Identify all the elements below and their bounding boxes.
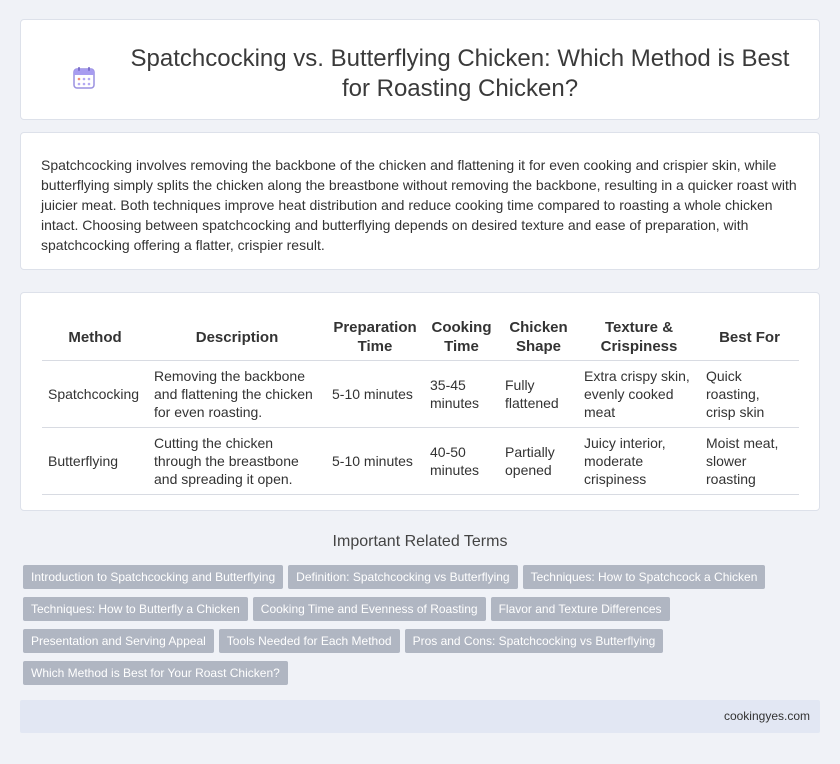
table-cell: 5-10 minutes	[326, 428, 424, 495]
related-term-tag[interactable]: Pros and Cons: Spatchcocking vs Butterflying	[405, 629, 664, 653]
related-term-tag[interactable]: Techniques: How to Butterfly a Chicken	[23, 597, 248, 621]
table-cell: 40-50 minutes	[424, 428, 499, 495]
table-cell: Spatchcocking	[42, 361, 148, 428]
table-row	[42, 428, 799, 495]
footer	[20, 700, 820, 733]
related-term-tag[interactable]: Definition: Spatchcocking vs Butterflying	[288, 565, 517, 589]
table-cell: Partially opened	[499, 428, 578, 495]
related-term-tag[interactable]: Presentation and Serving Appeal	[23, 629, 214, 653]
table-cell: Cutting the chicken through the breastbone and spreading it open.	[148, 428, 326, 495]
comparison-table	[42, 314, 799, 495]
column-header: Cooking Time	[424, 314, 499, 361]
table-cell: 35-45 minutes	[424, 361, 499, 428]
related-term-tag[interactable]: Introduction to Spatchcocking and Butterflying	[23, 565, 283, 589]
table-cell: Moist meat, slower roasting	[700, 428, 799, 495]
summary-paragraph: Spatchcocking involves removing the backbone of the chicken and flattening it for even cooking and crispier skin, while butterflying simply splits the chicken along the breastbone without removing the backbone, resulting in a quicker roast with juicier meat. Both techniques improve heat distribution and reduce cooking time compared to roasting a whole chicken intact. Choosing between spatchcocking and butterflying depends on desired texture and ease of preparation, with spatchcocking offering a flatter, crispier result.	[41, 157, 797, 253]
related-term-tag[interactable]: Tools Needed for Each Method	[219, 629, 400, 653]
column-header: Preparation Time	[326, 314, 424, 361]
column-header: Method	[42, 314, 148, 361]
related-term-tag[interactable]: Techniques: How to Spatchcock a Chicken	[523, 565, 766, 589]
related-terms-heading: Important Related Terms	[332, 533, 508, 550]
table-cell: Juicy interior, moderate crispiness	[578, 428, 700, 495]
table-header-row	[42, 314, 799, 361]
table-row	[42, 361, 799, 428]
page-title: Spatchcocking vs. Butterflying Chicken: Which Method is Best for Roasting Chicken?	[130, 45, 790, 102]
summary-card	[20, 132, 820, 270]
comparison-table-card	[20, 292, 820, 511]
column-header: Description	[148, 314, 326, 361]
table-cell: Extra crispy skin, evenly cooked meat	[578, 361, 700, 428]
related-term-tag[interactable]: Which Method is Best for Your Roast Chicken?	[23, 661, 288, 685]
related-term-tag[interactable]: Flavor and Texture Differences	[491, 597, 670, 621]
related-terms-list	[23, 565, 813, 693]
column-header: Best For	[700, 314, 799, 361]
table-cell: Removing the backbone and flattening the chicken for even roasting.	[148, 361, 326, 428]
table-cell: Quick roasting, crisp skin	[700, 361, 799, 428]
related-term-tag[interactable]: Cooking Time and Evenness of Roasting	[253, 597, 486, 621]
footer-site-link[interactable]: cookingyes.com	[723, 709, 810, 723]
table-cell: Butterflying	[42, 428, 148, 495]
column-header: Texture & Crispiness	[578, 314, 700, 361]
column-header: Chicken Shape	[499, 314, 578, 361]
table-cell: 5-10 minutes	[326, 361, 424, 428]
table-cell: Fully flattened	[499, 361, 578, 428]
title-card	[20, 19, 820, 120]
